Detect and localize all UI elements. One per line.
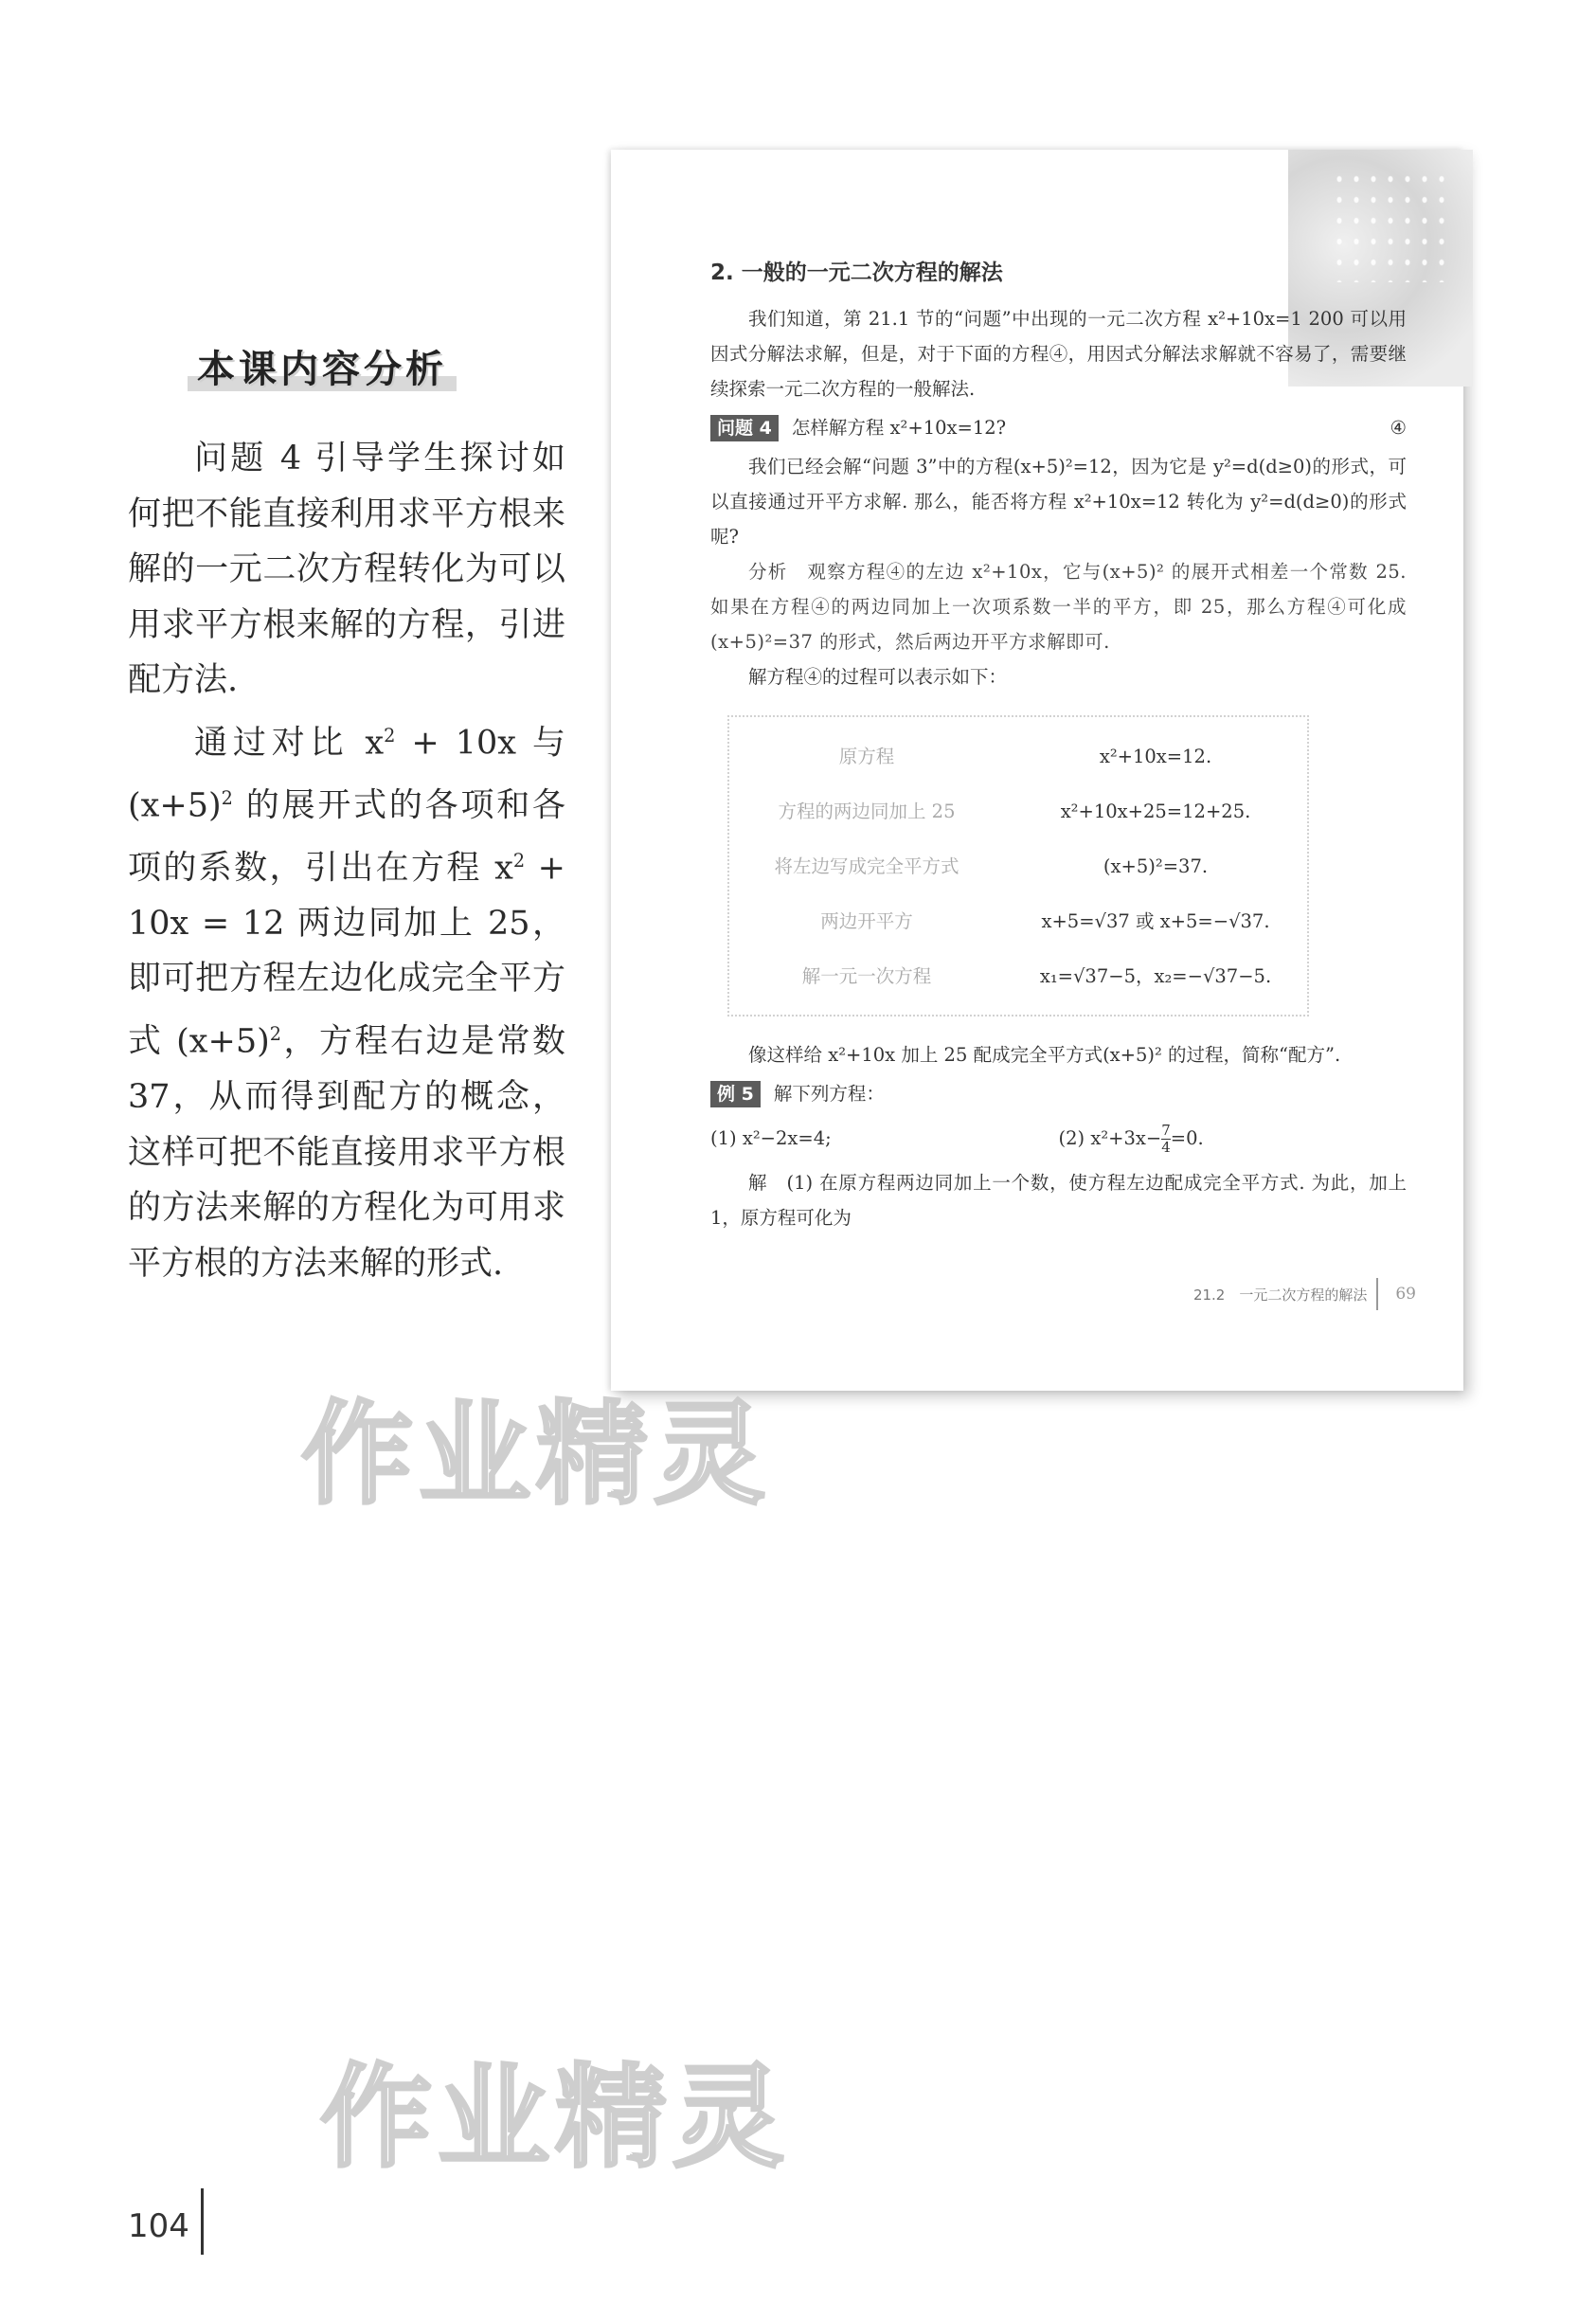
definition-paragraph: 像这样给 x²+10x 加上 25 配成完全平方式(x+5)² 的过程，简称“配方”. — [748, 1044, 1341, 1066]
example-parts — [710, 1121, 1407, 1156]
question-4 — [710, 410, 1407, 445]
step-row: 解一元一次方程 x₁=√37−5，x₂=−√37−5. — [801, 964, 1272, 987]
step-row: 方程的两边同加上 25 x²+10x+25=12+25. — [778, 800, 1251, 822]
page-number-divider — [201, 2188, 204, 2255]
example-part-1: (1) x²−2x=4; — [710, 1127, 832, 1149]
question-paragraph: 我们已经会解“问题 3”中的方程(x+5)²=12，因为它是 y²=d(d≥0)的形式，可以直接通过开平方求解. 那么，能否将方程 x²+10x=12 转化为 y²=d(d≥0)的形式呢? — [710, 456, 1407, 548]
textbook-footer — [1193, 1278, 1416, 1310]
lesson-analysis-body — [128, 431, 565, 1291]
question-text: 怎样解方程 x²+10x=12? — [791, 417, 1007, 439]
question-tag: 问题 4 — [710, 415, 779, 441]
solution-steps-table — [727, 715, 1309, 1017]
analysis-paragraph-2: 通过对比 $x^2 + 10x$ 与 $(x+5)^2$ 的展开式的各项和各项的系数，引出在方程 $x^2 + 10x = 12$ 两边同加上 25，即可把方程左边化成完全平方式 $(x+5)^2$，方程右边是常数 37，从而得到配方的概念，这样可把不能直接用求平方根的方法来解的方程化为可用求平方根的方法来解的形式. — [128, 724, 565, 1283]
process-intro: 解方程④的过程可以表示如下： — [748, 666, 1008, 688]
footer-divider — [1376, 1278, 1378, 1310]
example-part-2: (2) x²+3x− $\frac{7}{4}$ =0. — [1058, 1122, 1204, 1156]
analysis-paragraph: 分析 观察方程④的左边 x²+10x，它与(x+5)² 的展开式相差一个常数 25. 如果在方程④的两边同加上一次项系数一半的平方，即 25，那么方程④可化成(x+5)²=37 的形式，然后两边开平方求解即可. — [710, 561, 1407, 653]
textbook-page-image — [611, 150, 1463, 1391]
lesson-analysis-title: 本课内容分析 — [197, 339, 447, 393]
example-text: 解下列方程： — [773, 1083, 885, 1105]
footer-page-number: 69 — [1395, 1285, 1416, 1304]
step-row: 原方程 x²+10x=12. — [838, 745, 1212, 767]
textbook-content — [710, 254, 1407, 1235]
solution-paragraph: 解 (1) 在原方程两边同加上一个数，使方程左边配成完全平方式. 为此，加上 1，原方程可化为 — [710, 1172, 1407, 1229]
step-row: 将左边写成完全平方式 (x+5)²=37. — [774, 855, 1209, 877]
footer-section: 21.2 一元二次方程的解法 — [1193, 1286, 1368, 1304]
intro-paragraph: 我们知道，第 21.1 节的“问题”中出现的一元二次方程 x²+10x=1 200 可以用因式分解法求解，但是，对于下面的方程④，用因式分解法求解就不容易了，需要继续探索一元二次方程的一般解法. — [710, 308, 1407, 400]
watermark: 作业精灵 — [301, 1389, 772, 1520]
section-heading: 2. 一般的一元二次方程的解法 — [710, 261, 1003, 285]
example-tag: 例 5 — [710, 1081, 761, 1107]
equation-number: ④ — [1390, 417, 1407, 439]
example-5 — [710, 1076, 1407, 1111]
step-row: 两边开平方 x+5=√37 或 x+5=−√37. — [820, 909, 1270, 932]
analysis-paragraph-1: 问题 4 引导学生探讨如何把不能直接利用求平方根来解的一元二次方程转化为可以用求平方根来解的方程，引进配方法. — [128, 440, 565, 699]
page-number: 104 — [128, 2207, 189, 2245]
watermark: 作业精灵 — [320, 2052, 791, 2183]
